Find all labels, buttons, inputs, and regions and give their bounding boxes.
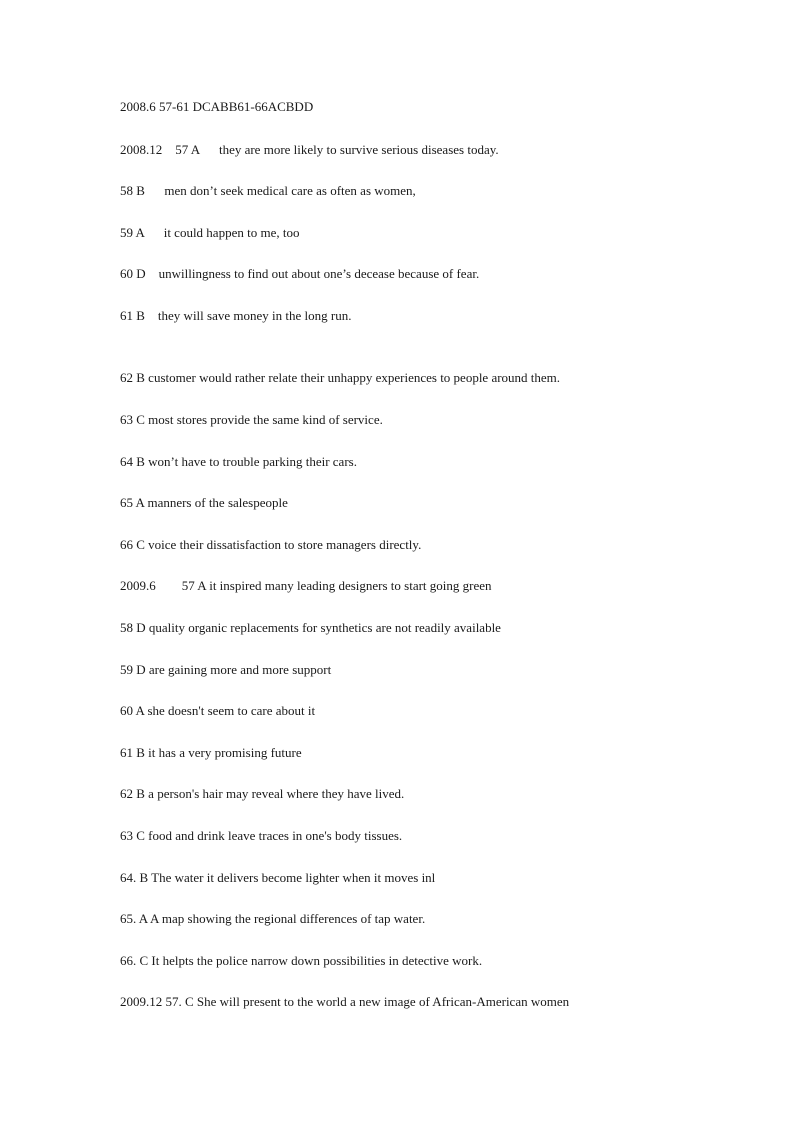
answer-line-2008-6-header: 2008.6 57-61 DCABB61-66ACBDD <box>120 99 314 114</box>
answer-line-q65: 65 A manners of the salespeople <box>120 495 288 510</box>
answer-line-2008-12-q57: 2008.12 57 A they are more likely to survive serious diseases today. <box>120 142 499 157</box>
answer-line-2009-6-q65: 65. A A map showing the regional differences of tap water. <box>120 911 426 926</box>
answer-line-q62: 62 B customer would rather relate their unhappy experiences to people around them. <box>120 370 561 385</box>
answer-line-2009-6-q61: 61 B it has a very promising future <box>120 745 302 760</box>
answer-line-2009-6-q57: 2009.6 57 A it inspired many leading designers to start going green <box>120 578 492 593</box>
answer-line-2009-6-q60: 60 A she doesn't seem to care about it <box>120 703 316 718</box>
answer-line-2009-6-q59: 59 D are gaining more and more support <box>120 662 332 677</box>
answer-line-2009-12-q57: 2009.12 57. C She will present to the world a new image of African-American women <box>120 994 570 1009</box>
answer-line-q66: 66 C voice their dissatisfaction to store managers directly. <box>120 537 422 552</box>
answer-line-2009-6-q66: 66. C It helpts the police narrow down possibilities in detective work. <box>120 953 483 968</box>
answer-line-2009-6-q63: 63 C food and drink leave traces in one's body tissues. <box>120 828 403 843</box>
answer-line-2009-6-q58: 58 D quality organic replacements for synthetics are not readily available <box>120 620 501 635</box>
answer-line-q58: 58 B men don’t seek medical care as often as women, <box>120 183 416 198</box>
answer-line-2009-6-q62: 62 B a person's hair may reveal where they have lived. <box>120 786 405 801</box>
answer-line-q63: 63 C most stores provide the same kind of service. <box>120 412 383 427</box>
answer-line-q59: 59 A it could happen to me, too <box>120 225 300 240</box>
answer-line-q64: 64 B won’t have to trouble parking their cars. <box>120 454 357 469</box>
answer-line-q61: 61 B they will save money in the long run. <box>120 308 352 323</box>
answer-line-q60: 60 D unwillingness to find out about one’s decease because of fear. <box>120 266 480 281</box>
answer-line-2009-6-q64: 64. B The water it delivers become lighter when it moves inl <box>120 870 436 885</box>
